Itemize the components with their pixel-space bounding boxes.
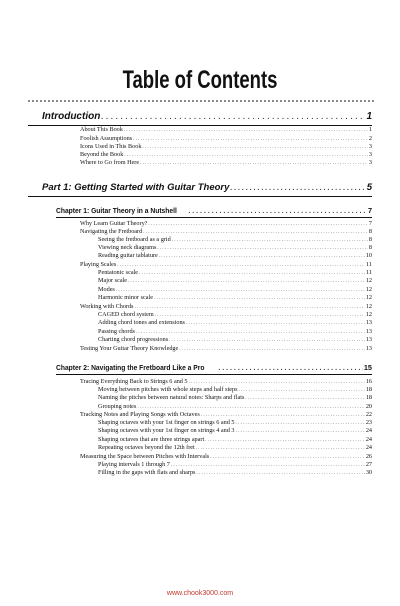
toc-entry-l1 [80,379,372,385]
toc-entry-page: 12 [365,277,372,284]
toc-entry-l2 [98,329,372,335]
toc-entry-page: 5 [366,182,372,193]
toc-entry-page: 24 [365,444,372,451]
toc-entry-l2 [98,428,372,434]
toc-entry-label: Measuring the Space between Pitches with Intervals [80,453,210,460]
toc-entry-label: Modes [98,286,115,293]
toc-entry-label: Shaping octaves with your 1st finger on strings 4 and 3 [98,427,235,434]
dot-leader [169,338,365,343]
toc-entry-l2 [98,245,372,251]
toc-entry-label: Where to Go from Here [80,159,140,166]
dot-leader [116,288,365,293]
toc-entry-l2 [98,445,372,451]
toc-entry-page: 3 [368,143,372,150]
toc-entry-page: 7 [368,220,372,227]
toc-entry-page: 13 [365,319,372,326]
toc-entry-l1 [80,262,372,268]
toc-entry-page: 8 [368,228,372,235]
toc-entry-l1 [80,412,372,418]
toc-entry-label: Shaping octaves with your 1st finger on strings 6 and 5 [98,419,235,426]
toc-entry-label: Repeating octaves beyond the 12th fret [98,444,195,451]
toc-entry-page: 13 [365,336,372,343]
toc-entry-page: 23 [365,419,372,426]
dot-leader [140,161,368,166]
toc-entry-label: Tracking Notes and Playing Songs with Octaves [80,411,200,418]
dot-leader [155,313,365,318]
toc-entry-l2 [98,295,372,301]
toc-entry-page: 1 [368,126,372,133]
toc-entry-label: Part 1: Getting Started with Guitar Theory [42,182,230,193]
toc-entry-l2 [98,395,372,401]
dot-leader [205,438,365,443]
toc-entry-page: 2 [368,135,372,142]
toc-entry-l2 [98,253,372,259]
toc-entry-page: 12 [365,303,372,310]
toc-entry-page: 24 [365,436,372,443]
dot-leader [142,145,367,150]
toc-entry-l1 [80,127,372,133]
toc-entry-label: Major scale [98,277,128,284]
toc-entry-l2 [98,470,372,476]
toc-entry-page: 3 [368,151,372,158]
toc-entry-page: 7 [367,206,372,215]
toc-entry-l2 [98,278,372,284]
toc-entry-label: Playing Scales [80,261,117,268]
toc-entry-label: Viewing neck diagrams [98,244,157,251]
toc-entry-page: 15 [363,363,372,372]
toc-entry-l2 [98,437,372,443]
toc-entry-label: Moving between pitches with whole steps and half steps [98,386,238,393]
toc-entry-label: Why Learn Guitar Theory? [80,220,148,227]
dot-leader [172,238,368,243]
dot-leader [124,128,368,133]
dot-leader [157,246,368,251]
toc-entry-page: 26 [365,453,372,460]
toc-entry-l2 [98,312,372,318]
heading-rule [28,196,372,197]
toc-entry-page: 30 [365,469,372,476]
toc-entry-label: Filling in the gaps with flats and sharps [98,469,196,476]
heading-rule [56,217,372,218]
toc-entry-label: Introduction [42,111,101,122]
toc-entry-label: Charting chord progressions [98,336,169,343]
toc-entry-page: 18 [365,386,372,393]
toc-entry-page: 18 [365,394,372,401]
toc-entry-page: 8 [368,236,372,243]
toc-entry-label: Seeing the fretboard as a grid [98,236,171,243]
dot-leader [134,305,364,310]
toc-entry-label: Testing Your Guitar Theory Knowledge [80,345,179,352]
toc-entry-label: Chapter 2: Navigating the Fretboard Like a Pro [56,363,205,372]
toc-entry-label: Shaping octaves that are three strings apart [98,436,205,443]
toc-entry-page: 3 [368,159,372,166]
dot-leader [136,330,365,335]
toc-entry-page: 11 [366,261,372,268]
dot-leader [133,137,368,142]
toc-entry-l1 [80,152,372,158]
toc-entry-l1 [80,136,372,142]
toc-entry-label: Pentatonic scale [98,269,139,276]
dot-leader [201,413,365,418]
toc-entry-label: Naming the pitches between natural notes: Sharps and flats [98,394,245,401]
dot-leader [186,321,365,326]
toc-entry-page: 22 [365,411,372,418]
dot-leader [171,463,365,468]
dotted-divider [28,100,374,102]
toc-entry-page: 8 [368,244,372,251]
toc-entry-label: Foolish Assumptions [80,135,133,142]
toc-entry-page: 16 [365,378,372,385]
heading-rule [56,374,372,375]
toc-entry-label: Playing intervals 1 through 7 [98,461,170,468]
toc-entry-chap [56,207,372,215]
toc-entry-page: 27 [365,461,372,468]
toc-entry-l1 [80,160,372,166]
toc-entry-label: CAGED chord system [98,311,154,318]
toc-entry-chap [56,364,372,372]
toc-entry-label: Passing chords [98,328,135,335]
toc-entry-page: 12 [365,294,372,301]
toc-entry-label: Grouping notes [98,403,137,410]
toc-entry-intro [42,112,372,122]
toc-entry-label: Chapter 1: Guitar Theory in a Nutshell [56,206,177,215]
toc-entry-page: 1 [366,111,372,122]
toc-entry-l2 [98,420,372,426]
dot-leader [218,365,363,372]
toc-entry-label: Beyond the Book [80,151,124,158]
dot-leader [143,230,368,235]
toc-entry-label: Icons Used in This Book [80,143,142,150]
toc-entry-label: Tracing Everything Back to Strings 6 and 5 [80,378,188,385]
dot-leader [235,421,364,426]
toc-entry-l1 [80,304,372,310]
dot-leader [117,263,365,268]
toc-entry-l2 [98,387,372,393]
toc-entry-label: Harmonic minor scale [98,294,153,301]
toc-entry-page: 12 [365,286,372,293]
toc-entry-label: Navigating the Fretboard [80,228,143,235]
dot-leader [179,347,365,352]
dot-leader [124,153,368,158]
dot-leader [245,396,364,401]
toc-entry-label: About This Book [80,126,123,133]
toc-entry-l2 [98,287,372,293]
watermark: www.chook3000.com [166,590,234,597]
toc-entry-l2 [98,320,372,326]
toc-entry-page: 13 [365,328,372,335]
toc-entry-page: 10 [365,252,372,259]
dot-leader [137,405,364,410]
toc-entry-l1 [80,346,372,352]
toc-entry-label: Working with Chords [80,303,134,310]
toc-entry-l1 [80,144,372,150]
toc-entry-page: 13 [365,345,372,352]
toc-entry-label: Reading guitar tablature [98,252,158,259]
dot-leader [196,446,365,451]
toc-entry-part [42,183,372,193]
dot-leader [128,279,365,284]
toc-entry-l2 [98,270,372,276]
toc-entry-l2 [98,462,372,468]
dot-leader [196,471,364,476]
dot-leader [210,455,365,460]
dot-leader [159,254,365,259]
dot-leader [154,296,365,301]
dot-leader [139,271,365,276]
toc-entry-page: 20 [365,403,372,410]
toc-entry-l2 [98,237,372,243]
toc-entry-page: 24 [365,427,372,434]
dot-leader [148,222,368,227]
dot-leader [235,429,364,434]
dot-leader [101,114,365,121]
dot-leader [230,185,365,192]
toc-entry-l2 [98,404,372,410]
toc-entry-page: 12 [365,311,372,318]
toc-entry-l1 [80,221,372,227]
page-title: Table of Contents [122,66,278,94]
dot-leader [239,388,365,393]
toc-entry-l2 [98,337,372,343]
toc-entry-page: 11 [366,269,372,276]
dot-leader [189,380,365,385]
toc-entry-l1 [80,454,372,460]
toc-entry-label: Adding chord tones and extensions [98,319,185,326]
dot-leader [188,208,367,215]
toc-entry-l1 [80,229,372,235]
